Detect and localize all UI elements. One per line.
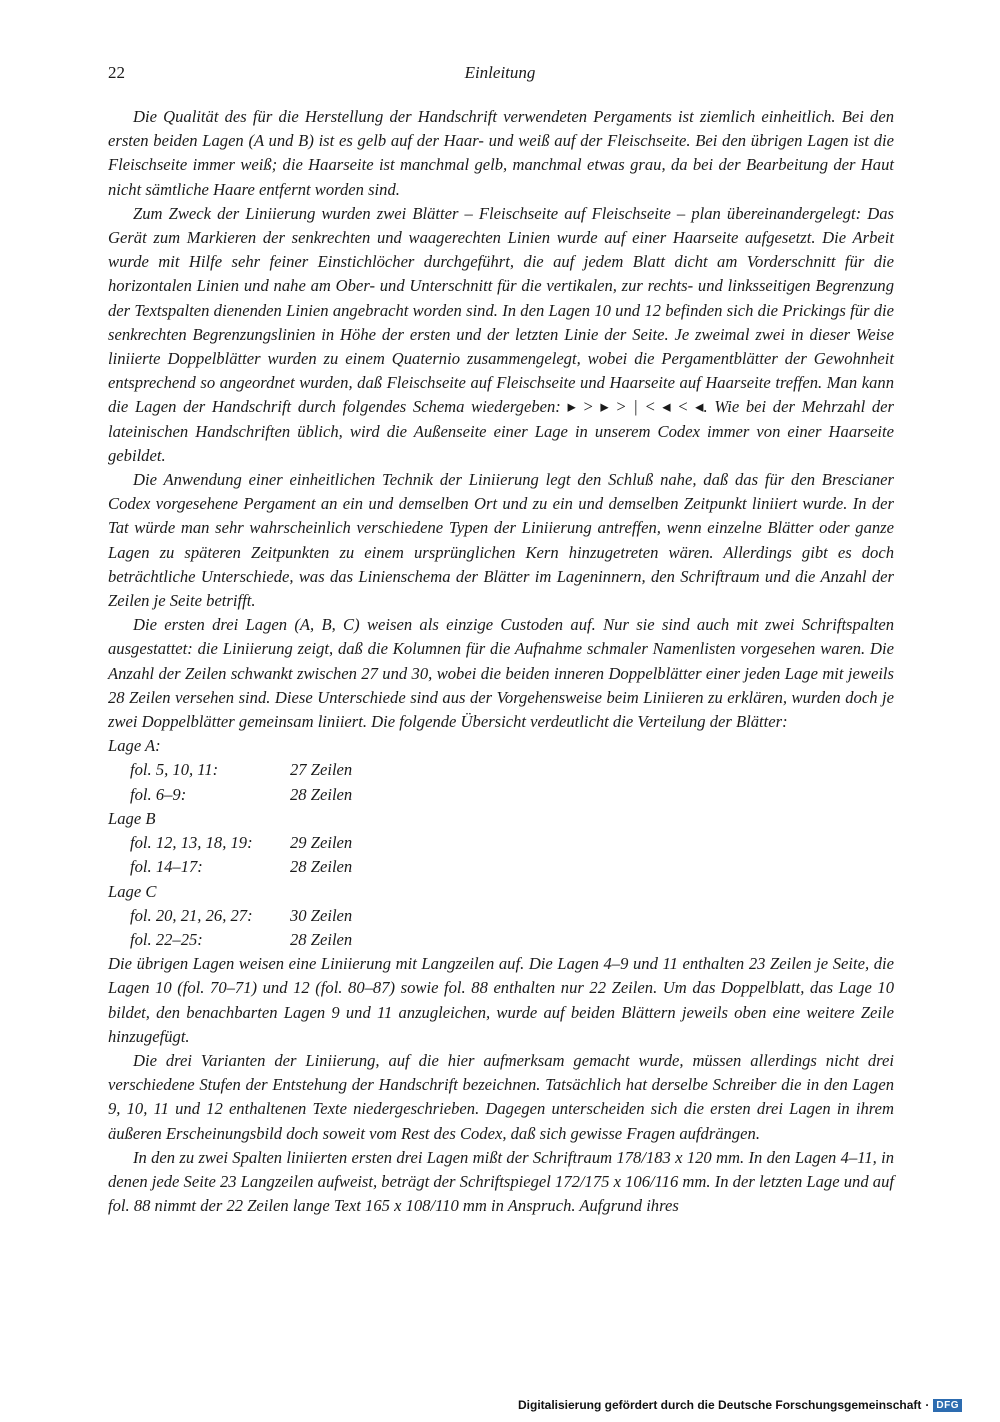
lage-heading: Lage B: [108, 808, 156, 828]
paragraph: Die ersten drei Lagen (A, B, C) weisen als einzige Custoden auf. Nur sie sind auch mit zwei Schriftspalten ausgestattet: die Liniierung zeigt, daß die Kolumnen für die Aufnahme schmaler Namenlisten vorgesehen waren. Die Anzahl der Zeilen schwankt zwischen 27 und 30, wobei die beiden inneren Doppelblätter einer jeden Lage mit jeweils 28 Zeilen versehen sind. Diese Unterschiede sind aus der Vorgehensweise beim Liniieren zu erklären, wurden doch je zwei Doppelblätter gemeinsam liniiert. Die folgende Übersicht verdeutlicht die Verteilung der Blätter:: [108, 615, 894, 732]
folio-range: fol. 5, 10, 11:: [130, 760, 219, 780]
separator-dot: ·: [925, 1398, 930, 1412]
folio-range: fol. 14–17:: [130, 857, 203, 877]
credit-text: Digitalisierung gefördert durch die Deutsche Forschungsgemeinschaft: [517, 1398, 922, 1412]
body-text: [108, 105, 894, 1218]
lage-entry: [108, 904, 894, 928]
line-count: 27 Zeilen: [290, 760, 353, 780]
folio-range: fol. 12, 13, 18, 19:: [130, 833, 253, 853]
paragraph: In den zu zwei Spalten liniierten ersten drei Lagen mißt der Schriftraum 178/183 x 120 mm. In den Lagen 4–11, in denen jede Seite 23 Langzeilen aufweist, beträgt der Schriftspiegel 172/175 x 106/116 mm. In der letzten Lage und auf fol. 88 nimmt der 22 Zeilen lange Text 165 x 108/110 mm in Anspruch. Aufgrund ihres: [108, 1147, 894, 1216]
digitization-credit: [518, 1398, 962, 1412]
lage-entry: [108, 928, 894, 952]
lage-entry: [108, 855, 894, 879]
folio-range: fol. 20, 21, 26, 27:: [130, 905, 253, 925]
paragraph: Die Anwendung einer einheitlichen Technik der Liniierung legt den Schluß nahe, daß das für den Brescianer Codex vorgesehene Pergament an ein und demselben Ort und zu ein und demselben Zeitpunkt liniiert wurde. In der Tat würde man sehr wahrscheinlich verschiedene Typen der Liniierung antreffen, wenn einzelne Blätter oder ganze Lagen zu späteren Zeitpunkten zu einem ursprünglichen Kern hinzugetreten wären. Allerdings gibt es doch beträchtliche Unterschiede, was das Linienschema der Blätter im Lageninnern, den Schriftraum und die Anzahl der Zeilen je Seite betrifft.: [108, 470, 894, 611]
lage-list: [108, 734, 894, 952]
line-count: 28 Zeilen: [290, 784, 353, 804]
paragraph: Die Qualität des für die Herstellung der Handschrift verwendeten Pergaments ist ziemlich einheitlich. Bei den ersten beiden Lagen (A und B) ist es gelb auf der Haar- und weiß auf der Fleischseite. Bei den übrigen Lagen ist die Fleischseite immer weiß; die Haarseite ist manchmal gelb, manchmal etwas grau, da bei der Bearbeitung der Haut nicht sämtliche Haare entfernt worden sind.: [108, 107, 894, 199]
paragraph: Zum Zweck der Liniierung wurden zwei Blätter – Fleischseite auf Fleischseite – plan übereinandergelegt: Das Gerät zum Markieren der senkrechten und waagerechten Linien wurde auf einer Haarseite aufgesetzt. Die Arbeit wurde mit Hilfe sehr feiner Einstichlöcher durchgeführt, die auf jedem Blatt dicht am Vorderschnitt für die horizontalen Linien und nahe am Ober- und Unterschnitt für die vertikalen, zur rechts- und linksseitigen Begrenzung der Textspalten dienenden Linien angebracht worden sind. In den Lagen 10 und 12 befinden sich die Prickings für die senkrechten Begrenzungslinien in Höhe der ersten und der letzten Linie der Seite. Je zweimal zwei in dieser Weise liniierte Doppelblätter wurden zu einem Quaternio zusammengelegt, wobei die Pergamentblätter der Gewohnheit entsprechend so angeordnet wurden, daß Fleischseite auf Fleischseite und Haarseite auf Haarseite treffen. Man kann die Lagen der Handschrift durch folgendes Schema wiedergeben: ▸ > ▸ > | < ◂ < ◂. Wie bei der Mehrzahl der lateinischen Handschriften üblich, wird die Außenseite einer Lage in unserem Codex immer von einer Haarseite gebildet.: [108, 203, 894, 465]
paragraph: Die übrigen Lagen weisen eine Liniierung mit Langzeilen auf. Die Lagen 4–9 und 11 enthalten 23 Zeilen je Seite, die Lagen 10 (fol. 70–71) und 12 (fol. 80–87) sowie fol. 88 enthalten nur 22 Zeilen. Um das Doppelblatt, das Lage 10 bildet, den benachbarten Lagen 9 und 11 anzugleichen, wurde auf beiden Blättern jeweils oben eine weitere Zeile hinzugefügt.: [108, 954, 894, 1046]
lage-entry: [108, 783, 894, 807]
lage-entry: [108, 758, 894, 782]
lage-heading: Lage C: [108, 881, 157, 901]
folio-range: fol. 6–9:: [130, 784, 187, 804]
paragraph: Die drei Varianten der Liniierung, auf die hier aufmerksam gemacht wurde, müssen allerdings nicht drei verschiedene Stufen der Entstehung der Handschrift bezeichnen. Tatsächlich hat derselbe Schreiber die in den Lagen 9, 10, 11 und 12 enthaltenen Texte niedergeschrieben. Dagegen unterscheiden sich die ersten drei Lagen in ihrem äußeren Erscheinungsbild doch soweit vom Rest des Codex, daß sich gewisse Fragen aufdrängen.: [108, 1050, 894, 1143]
page-number: 22: [108, 63, 125, 82]
dfg-logo-icon: DFG: [933, 1399, 962, 1412]
line-count: 29 Zeilen: [290, 833, 353, 853]
line-count: 30 Zeilen: [290, 905, 353, 925]
lage-entry: [108, 831, 894, 855]
line-count: 28 Zeilen: [290, 857, 353, 877]
lage-heading: Lage A:: [108, 736, 161, 756]
running-head: Einleitung: [464, 63, 536, 82]
folio-range: fol. 22–25:: [130, 929, 203, 949]
line-count: 28 Zeilen: [290, 929, 353, 949]
